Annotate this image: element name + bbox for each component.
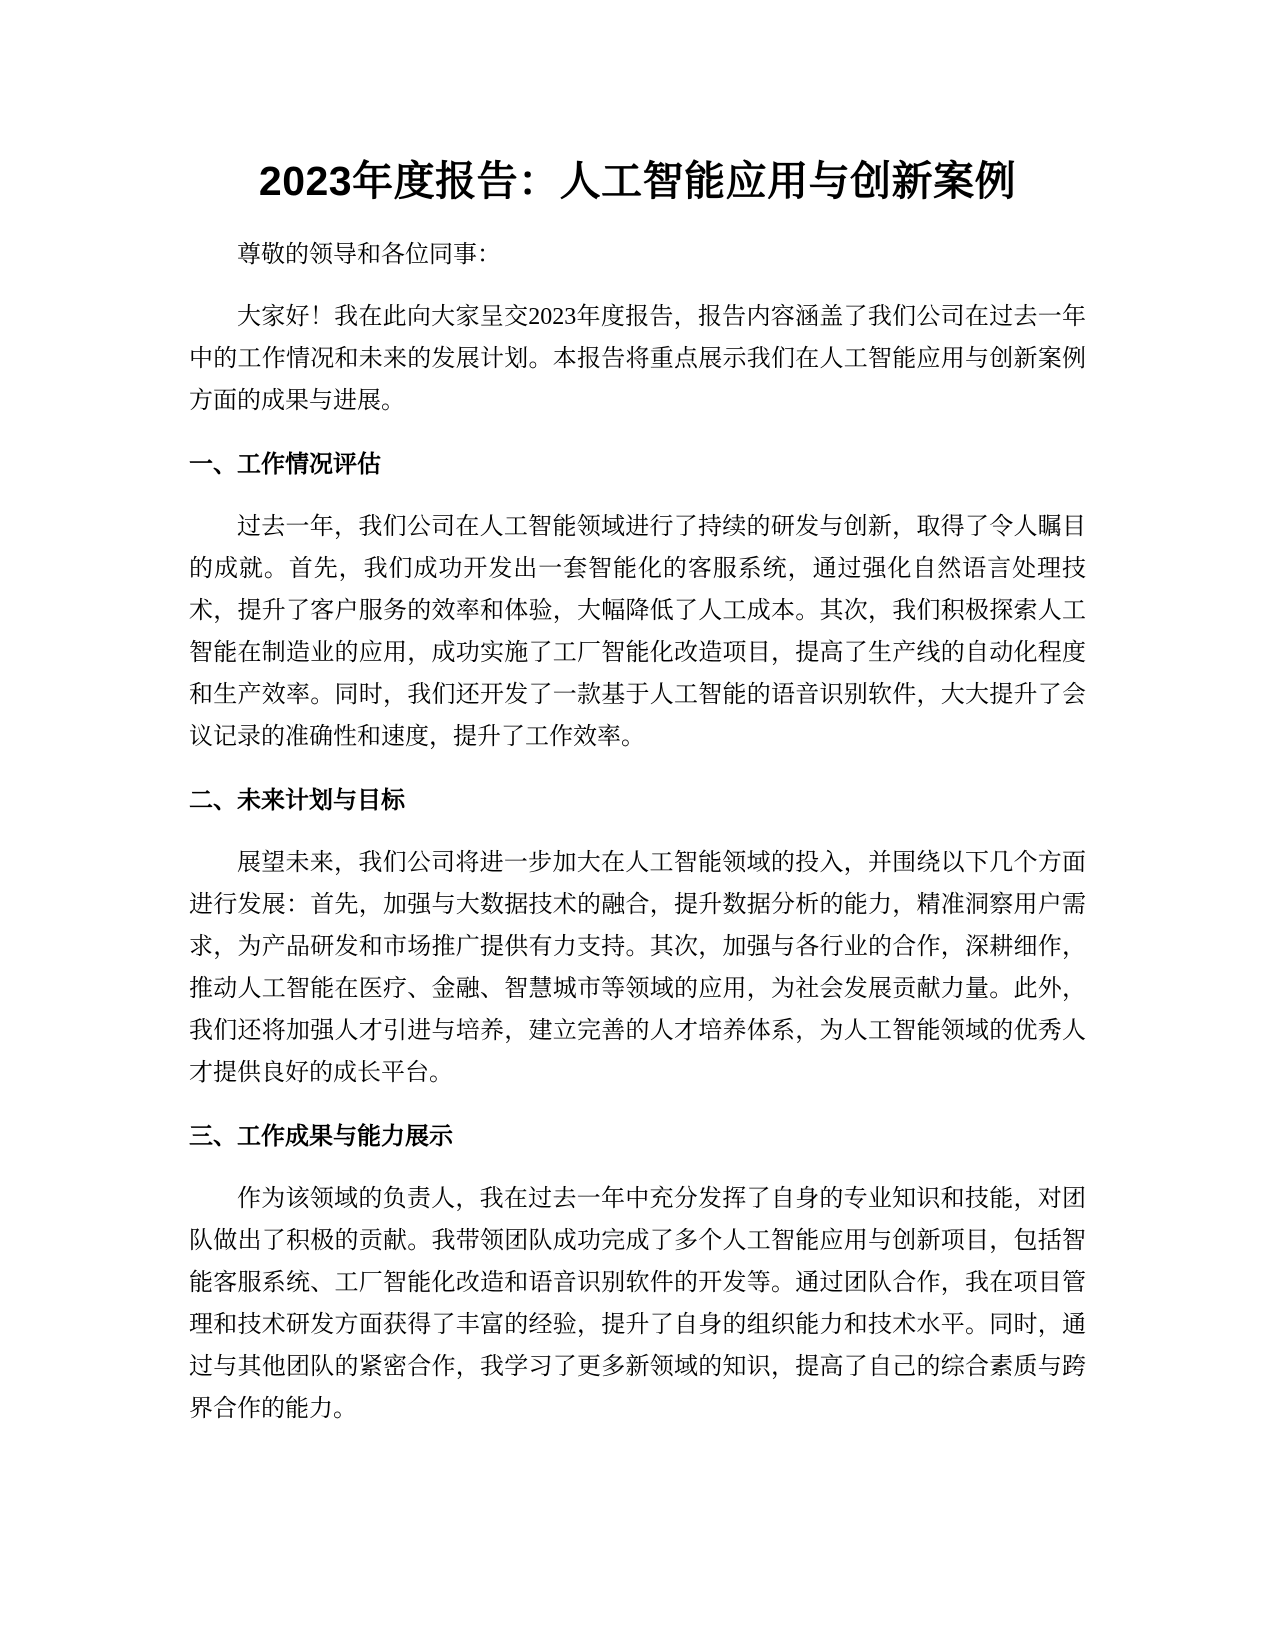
section-future-plans xyxy=(189,780,1086,1094)
document-page xyxy=(189,150,1086,1430)
section-work-evaluation xyxy=(189,444,1086,758)
greeting-paragraph: 尊敬的领导和各位同事： xyxy=(237,242,501,268)
section-heading: 一、工作情况评估 xyxy=(189,451,381,478)
section-heading: 二、未来计划与目标 xyxy=(189,787,405,814)
document-title: 2023年度报告：人工智能应用与创新案例 xyxy=(258,158,1017,204)
section-achievements xyxy=(189,1116,1086,1430)
section-heading: 三、工作成果与能力展示 xyxy=(189,1123,453,1150)
section-body: 展望未来，我们公司将进一步加大在人工智能领域的投入，并围绕以下几个方面进行发展：首先，加强与大数据技术的融合，提升数据分析的能力，精准洞察用户需求，为产品研发和市场推广提供有力支持。其次，加强与各行业的合作，深耕细作，推动人工智能在医疗、金融、智慧城市等领域的应用，为社会发展贡献力量。此外，我们还将加强人才引进与培养，建立完善的人才培养体系，为人工智能领域的优秀人才提供良好的成长平台。 xyxy=(189,850,1086,1086)
section-body: 作为该领域的负责人，我在过去一年中充分发挥了自身的专业知识和技能，对团队做出了积极的贡献。我带领团队成功完成了多个人工智能应用与创新项目，包括智能客服系统、工厂智能化改造和语音识别软件的开发等。通过团队合作，我在项目管理和技术研发方面获得了丰富的经验，提升了自身的组织能力和技术水平。同时，通过与其他团队的紧密合作，我学习了更多新领域的知识，提高了自己的综合素质与跨界合作的能力。 xyxy=(189,1186,1086,1422)
section-body: 过去一年，我们公司在人工智能领域进行了持续的研发与创新，取得了令人瞩目的成就。首先，我们成功开发出一套智能化的客服系统，通过强化自然语言处理技术，提升了客户服务的效率和体验，大幅降低了人工成本。其次，我们积极探索人工智能在制造业的应用，成功实施了工厂智能化改造项目，提高了生产线的自动化程度和生产效率。同时，我们还开发了一款基于人工智能的语音识别软件，大大提升了会议记录的准确性和速度，提升了工作效率。 xyxy=(189,514,1086,750)
intro-paragraph: 大家好！我在此向大家呈交2023年度报告，报告内容涵盖了我们公司在过去一年中的工作情况和未来的发展计划。本报告将重点展示我们在人工智能应用与创新案例方面的成果与进展。 xyxy=(189,304,1086,414)
